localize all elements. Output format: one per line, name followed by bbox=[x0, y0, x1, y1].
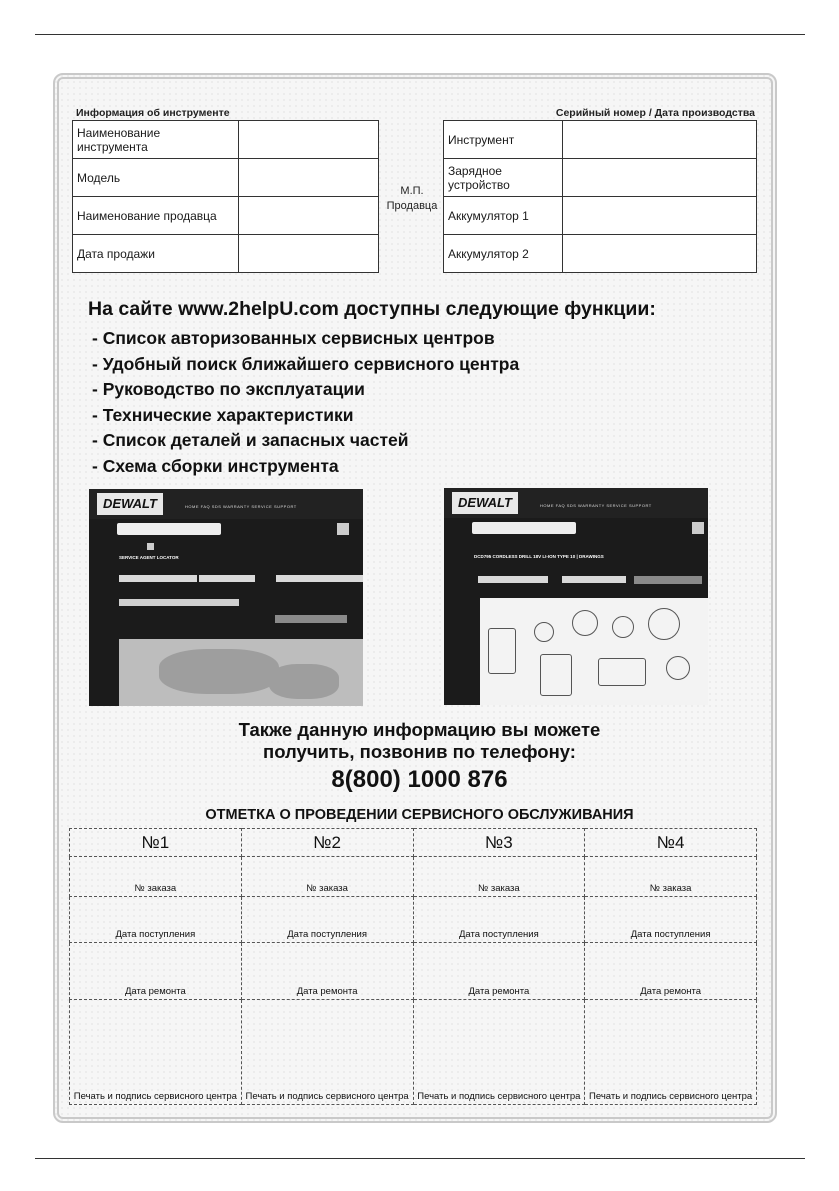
screenshot-filter-icons bbox=[119, 599, 239, 606]
gear-part bbox=[534, 622, 554, 642]
screenshot-home-icon bbox=[147, 543, 154, 550]
table-row bbox=[70, 943, 757, 1000]
table-row bbox=[73, 159, 379, 197]
received-date-cell[interactable]: Дата поступления bbox=[241, 897, 413, 943]
received-date-cell[interactable]: Дата поступления bbox=[413, 897, 585, 943]
model-label: Модель bbox=[73, 159, 239, 197]
received-date-cell[interactable]: Дата поступления bbox=[585, 897, 757, 943]
seller-name-label: Наименование продавца bbox=[73, 197, 239, 235]
order-number-cell[interactable]: № заказа bbox=[70, 857, 242, 897]
service-stamp-cell[interactable]: Печать и подпись сервисного центра bbox=[585, 1000, 757, 1105]
map-landmass bbox=[269, 664, 339, 699]
tool-serial-label: Инструмент bbox=[444, 121, 563, 159]
list-item: - Список авторизованных сервисных центров bbox=[92, 328, 495, 348]
table-row bbox=[70, 857, 757, 897]
list-item: - Технические характеристики bbox=[92, 404, 354, 425]
order-number-cell[interactable]: № заказа bbox=[413, 857, 585, 897]
screenshot-section-title: SERVICE AGENT LOCATOR bbox=[119, 555, 179, 560]
list-item: - Список деталей и запасных частей bbox=[92, 430, 409, 450]
drill-body-part bbox=[488, 628, 516, 674]
seller-stamp-area bbox=[383, 184, 441, 214]
table-row bbox=[444, 197, 757, 235]
screenshot-field bbox=[199, 575, 255, 582]
service-col-4-header: №4 bbox=[585, 829, 757, 857]
top-rule bbox=[35, 34, 805, 35]
service-stamp-cell[interactable]: Печать и подпись сервисного центра bbox=[241, 1000, 413, 1105]
screenshot-menu-button bbox=[337, 523, 349, 535]
housing-part bbox=[598, 658, 646, 686]
phone-number: 8(800) 1000 876 bbox=[331, 766, 508, 793]
website-screenshot-drawings bbox=[444, 488, 708, 705]
screenshot-field bbox=[562, 576, 626, 583]
table-row bbox=[73, 197, 379, 235]
bottom-rule bbox=[35, 1158, 805, 1159]
motor-part bbox=[648, 608, 680, 640]
table-row bbox=[73, 235, 379, 273]
tool-info-table bbox=[72, 120, 379, 273]
serial-info-table bbox=[443, 120, 757, 273]
repair-date-cell[interactable]: Дата ремонта bbox=[70, 943, 242, 1000]
screenshot-nav: HOME FAQ SDS WARRANTY SERVICE SUPPORT bbox=[185, 504, 297, 509]
charger-serial-label: Зарядное устройство bbox=[444, 159, 563, 197]
repair-date-cell[interactable]: Дата ремонта bbox=[585, 943, 757, 1000]
service-col-2-header: №2 bbox=[241, 829, 413, 857]
battery1-serial-field[interactable] bbox=[563, 197, 757, 235]
stamp-label-line2: Продавца bbox=[386, 200, 438, 212]
screenshot-nav: HOME FAQ SDS WARRANTY SERVICE SUPPORT bbox=[540, 503, 652, 508]
repair-date-cell[interactable]: Дата ремонта bbox=[413, 943, 585, 1000]
table-row bbox=[444, 121, 757, 159]
service-stamp-cell[interactable]: Печать и подпись сервисного центра bbox=[413, 1000, 585, 1105]
battery2-serial-field[interactable] bbox=[563, 235, 757, 273]
table-row bbox=[73, 121, 379, 159]
service-stamp-cell[interactable]: Печать и подпись сервисного центра bbox=[70, 1000, 242, 1105]
service-col-3-header: №3 bbox=[413, 829, 585, 857]
list-item: - Руководство по эксплуатации bbox=[92, 379, 365, 399]
tool-name-label: Наименование инструмента bbox=[73, 121, 239, 159]
screenshot-section-title: DCD795 CORDLESS DRILL 18V LI-ION TYPE 10 | DRAWINGS bbox=[474, 554, 604, 559]
battery1-serial-label: Аккумулятор 1 bbox=[444, 197, 563, 235]
tool-name-field[interactable] bbox=[239, 121, 379, 159]
tool-info-caption: Информация об инструменте bbox=[76, 107, 230, 119]
map-landmass bbox=[159, 649, 279, 694]
handle-part bbox=[540, 654, 572, 696]
table-row bbox=[444, 235, 757, 273]
brand-logo: DEWALT bbox=[452, 492, 518, 514]
screenshot-field bbox=[119, 575, 197, 582]
website-heading: На сайте www.2helpU.com доступны следующие функции: bbox=[88, 298, 656, 320]
service-record-title: ОТМЕТКА О ПРОВЕДЕНИИ СЕРВИСНОГО ОБСЛУЖИВАНИЯ bbox=[205, 807, 634, 823]
screenshot-exploded-diagram bbox=[480, 598, 708, 705]
order-number-cell[interactable]: № заказа bbox=[241, 857, 413, 897]
received-date-cell[interactable]: Дата поступления bbox=[70, 897, 242, 943]
brand-logo: DEWALT bbox=[97, 493, 163, 515]
battery2-serial-label: Аккумулятор 2 bbox=[444, 235, 563, 273]
serial-date-caption: Серийный номер / Дата производства bbox=[555, 107, 755, 119]
screenshot-search-bar bbox=[117, 523, 221, 535]
gear-part bbox=[666, 656, 690, 680]
sale-date-label: Дата продажи bbox=[73, 235, 239, 273]
gear-part bbox=[612, 616, 634, 638]
charger-serial-field[interactable] bbox=[563, 159, 757, 197]
seller-name-field[interactable] bbox=[239, 197, 379, 235]
model-field[interactable] bbox=[239, 159, 379, 197]
table-row bbox=[444, 159, 757, 197]
sale-date-field[interactable] bbox=[239, 235, 379, 273]
repair-date-cell[interactable]: Дата ремонта bbox=[241, 943, 413, 1000]
screenshot-field bbox=[276, 575, 363, 582]
screenshot-menu-button bbox=[692, 522, 704, 534]
service-record-table bbox=[69, 828, 757, 1105]
screenshot-field bbox=[478, 576, 548, 583]
stamp-label-line1: М.П. bbox=[400, 185, 424, 197]
screenshot-map bbox=[119, 639, 363, 706]
service-col-1-header: №1 bbox=[70, 829, 242, 857]
list-item: - Схема сборки инструмента bbox=[92, 455, 339, 476]
tool-serial-field[interactable] bbox=[563, 121, 757, 159]
screenshot-parts-button bbox=[634, 576, 702, 584]
contact-line1: Также данную информацию вы можете bbox=[238, 719, 601, 740]
table-row bbox=[70, 897, 757, 943]
order-number-cell[interactable]: № заказа bbox=[585, 857, 757, 897]
website-screenshot-locator bbox=[89, 489, 363, 706]
screenshot-search-button bbox=[275, 615, 347, 623]
feature-list bbox=[92, 326, 519, 479]
list-item: - Удобный поиск ближайшего сервисного центра bbox=[92, 353, 520, 374]
screenshot-search-bar bbox=[472, 522, 576, 534]
contact-line2: получить, позвонив по телефону: bbox=[263, 741, 576, 762]
table-row bbox=[70, 829, 757, 857]
table-row bbox=[70, 1000, 757, 1105]
gear-part bbox=[572, 610, 598, 636]
